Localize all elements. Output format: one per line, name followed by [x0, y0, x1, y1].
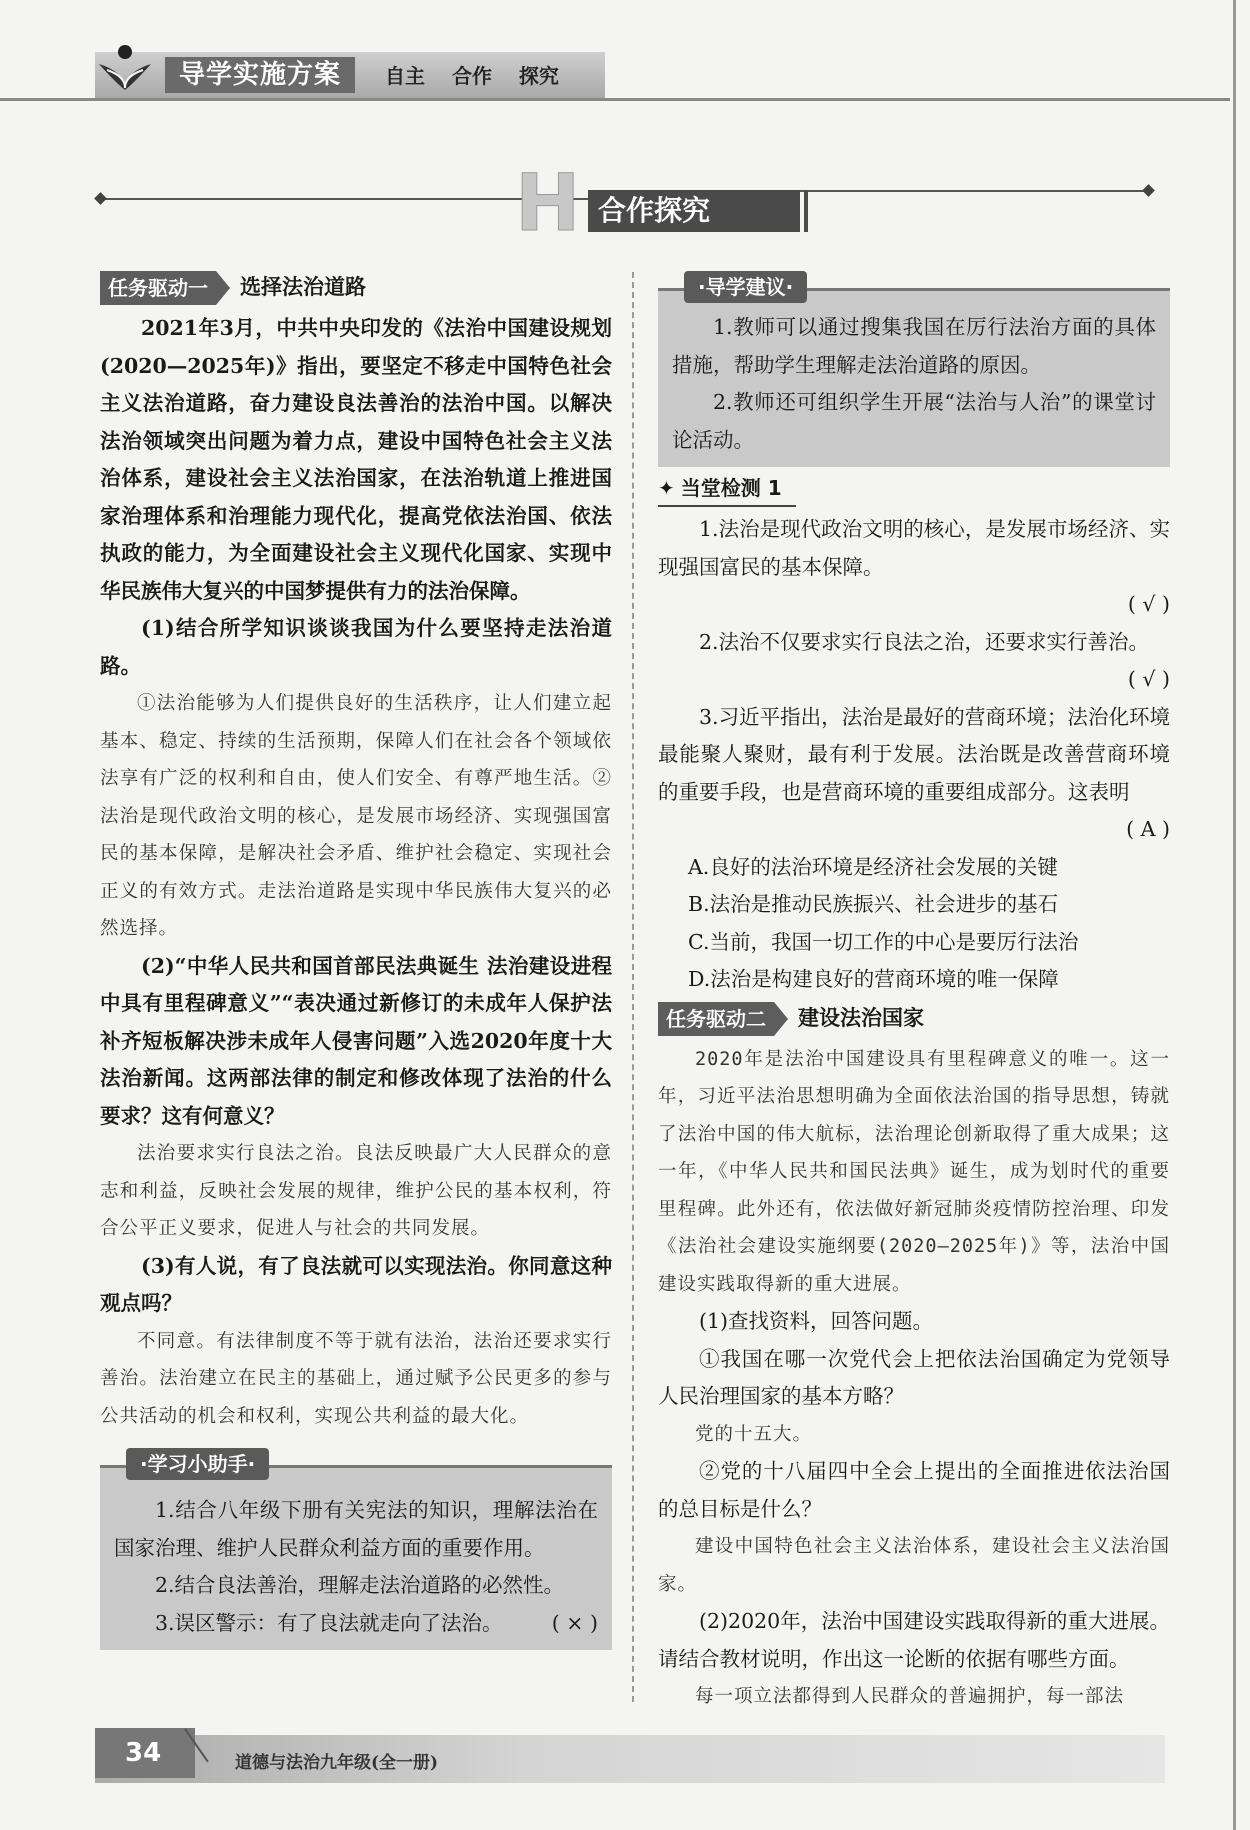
answer-1: ①法治能够为人们提供良好的生活秩序，让人们建立起基本、稳定、持续的生活预期，保障人们在社会各个领域依法享有广泛的权利和自由，使人们安全、有尊严地生活。②法治是现代政治文明的核心，是发展市场经济、实现强国富民的基本保障，是解决社会矛盾、维护社会稳定、实现社会正义的有效方式。走法治道路是实现中华民族伟大复兴的必然选择。 [100, 693, 612, 939]
header-divider [0, 98, 1230, 101]
diamond-icon [94, 192, 107, 205]
sparkle-icon: ✦ [658, 476, 675, 501]
right-column [658, 270, 1170, 1716]
task-title: 选择法治道路 [240, 275, 366, 300]
task2-intro: 2020年是法治中国建设具有里程碑意义的唯一。这一年，习近平法治思想明确为全面依法治国的指导思想，铸就了法治中国的伟大航标，法治理论创新取得了重大成果；这一年，《中华人民共和国民法典》诞生，成为划时代的重要里程碑。此外还有，依法做好新冠肺炎疫情防控治理、印发《法治社会建设实施纲要(2020—2025年)》等，法治中国建设实践取得新的重大进展。 [658, 1048, 1170, 1295]
task-tag: 任务驱动二 [658, 1002, 774, 1036]
check-option: C.当前，我国一切工作的中心是要厉行法治 [688, 929, 1079, 954]
question-2-1a: ①我国在哪一次党代会上把依法治国确定为党领导人民治理国家的基本方略？ [658, 1346, 1170, 1408]
helper-item-answer: ( × ) [551, 1610, 598, 1635]
book-title: 道德与法治九年级(全一册) [235, 1753, 439, 1773]
header-bar [95, 52, 605, 101]
check-option: D.法治是构建良好的营商环境的唯一保障 [688, 967, 1059, 991]
header-brand: 导学实施方案 [165, 57, 355, 93]
answer-2-1b: 建设中国特色社会主义法治体系，建设社会主义法治国家。 [658, 1536, 1170, 1595]
guide-item: 2.教师还可组织学生开展“法治与人治”的课堂讨论活动。 [672, 390, 1156, 452]
section-title: 合作探究 [588, 190, 800, 232]
arrow-icon [216, 271, 230, 305]
check-q1: 1.法治是现代政治文明的核心，是发展市场经济、实现强国富民的基本保障。 [658, 517, 1170, 579]
check-title: 当堂检测 1 [680, 476, 782, 501]
question-2-1: (1)查找资料，回答问题。 [699, 1309, 934, 1333]
study-helper-box [100, 1452, 612, 1650]
answer-2-2: 每一项立法都得到人民群众的普遍拥护，每一部法 [695, 1686, 1125, 1707]
question-2: (2)“中华人民共和国首部民法典诞生 法治建设进程中具有里程碑意义”“表决通过新修订的未成年人保护法 补齐短板解决涉未成年人侵害问题”入选2020年度十大法治新闻。这两部法律的制定和修改体现了法治的什么要求？这有何意义？ [100, 953, 612, 1128]
left-column [100, 270, 612, 1650]
guide-box [658, 275, 1170, 467]
helper-item: 1.结合八年级下册有关宪法的知识，理解法治在国家治理、维护人民群众利益方面的重要作用。 [114, 1498, 598, 1560]
guide-item: 1.教师可以通过搜集我国在厉行法治方面的具体措施，帮助学生理解走法治道路的原因。 [672, 315, 1156, 377]
page-number: 34 [95, 1728, 195, 1778]
question-2-2: (2)2020年，法治中国建设实践取得新的重大进展。请结合教材说明，作出这一论断的依据有哪些方面。 [658, 1609, 1170, 1671]
answer-2-1a: 党的十五大。 [695, 1423, 813, 1445]
check-q2-answer: ( √ ) [1127, 667, 1170, 691]
helper-item-text: 3.误区警示：有了良法就走向了法治。 [155, 1610, 503, 1635]
task-tag: 任务驱动一 [100, 271, 216, 305]
helper-item: 2.结合良法善治，理解走法治道路的必然性。 [155, 1573, 565, 1597]
check-q3: 3.习近平指出，法治是最好的营商环境；法治化环境最能聚人聚财，最有利于发展。法治既是改善营商环境的重要手段，也是营商环境的重要组成部分。这表明 [658, 704, 1170, 804]
section-letter: H [515, 159, 581, 249]
question-3: (3)有人说，有了良法就可以实现法治。你同意这种观点吗？ [100, 1253, 612, 1315]
header-tags: 自主 合作 探究 [385, 64, 559, 88]
question-1: (1)结合所学知识谈谈我国为什么要坚持走法治道路。 [100, 616, 612, 678]
check-q1-answer: ( √ ) [1127, 592, 1170, 616]
task-title: 建设法治国家 [798, 1005, 924, 1030]
check-option: B.法治是推动民族振兴、社会进步的基石 [688, 892, 1059, 916]
check-q2: 2.法治不仅要求实行良法之治，还要求实行善治。 [699, 629, 1150, 654]
check-q3-answer: ( A ) [1126, 817, 1170, 841]
helper-item [114, 1605, 598, 1643]
guide-tag: ·导学建议· [684, 271, 807, 303]
answer-2: 法治要求实行良法之治。良法反映最广大人民群众的意志和利益，反映社会发展的规律，维护公民的基本权利，符合公平正义要求，促进人与社会的共同发展。 [100, 1143, 612, 1239]
check-option: A.良好的法治环境是经济社会发展的关键 [688, 854, 1058, 879]
arrow-icon [774, 1002, 788, 1036]
task1-intro: 2021年3月，中共中央印发的《法治中国建设规划(2020—2025年)》指出，要坚定不移走中国特色社会主义法治道路，奋力建设良法善治的法治中国。以解决法治领域突出问题为着力点，建设中国特色社会主义法治体系，建设社会主义法治国家，在法治轨道上推进国家治理体系和治理能力现代化，提高党依法治国、依法执政的能力，为全面建设社会主义现代化国家、实现中华民族伟大复兴的中国梦提供有力的法治保障。 [100, 316, 612, 603]
page-edge [1233, 0, 1236, 1830]
diamond-icon [1142, 184, 1155, 197]
check-header [658, 473, 796, 507]
section-rule-right [795, 190, 1150, 192]
answer-3: 不同意。有法律制度不等于就有法治，法治还要求实行善治。法治建立在民主的基础上，通过赋予公民更多的参与公共活动的机会和权利，实现公共利益的最大化。 [100, 1330, 612, 1427]
study-helper-tag: ·学习小助手· [126, 1448, 269, 1480]
task-header-2 [658, 1001, 1170, 1037]
task-header-1 [100, 270, 612, 306]
column-divider [632, 272, 634, 1702]
reading-person-logo-icon [95, 42, 155, 92]
question-2-1b: ②党的十八届四中全会上提出的全面推进依法治国的总目标是什么？ [658, 1459, 1170, 1521]
